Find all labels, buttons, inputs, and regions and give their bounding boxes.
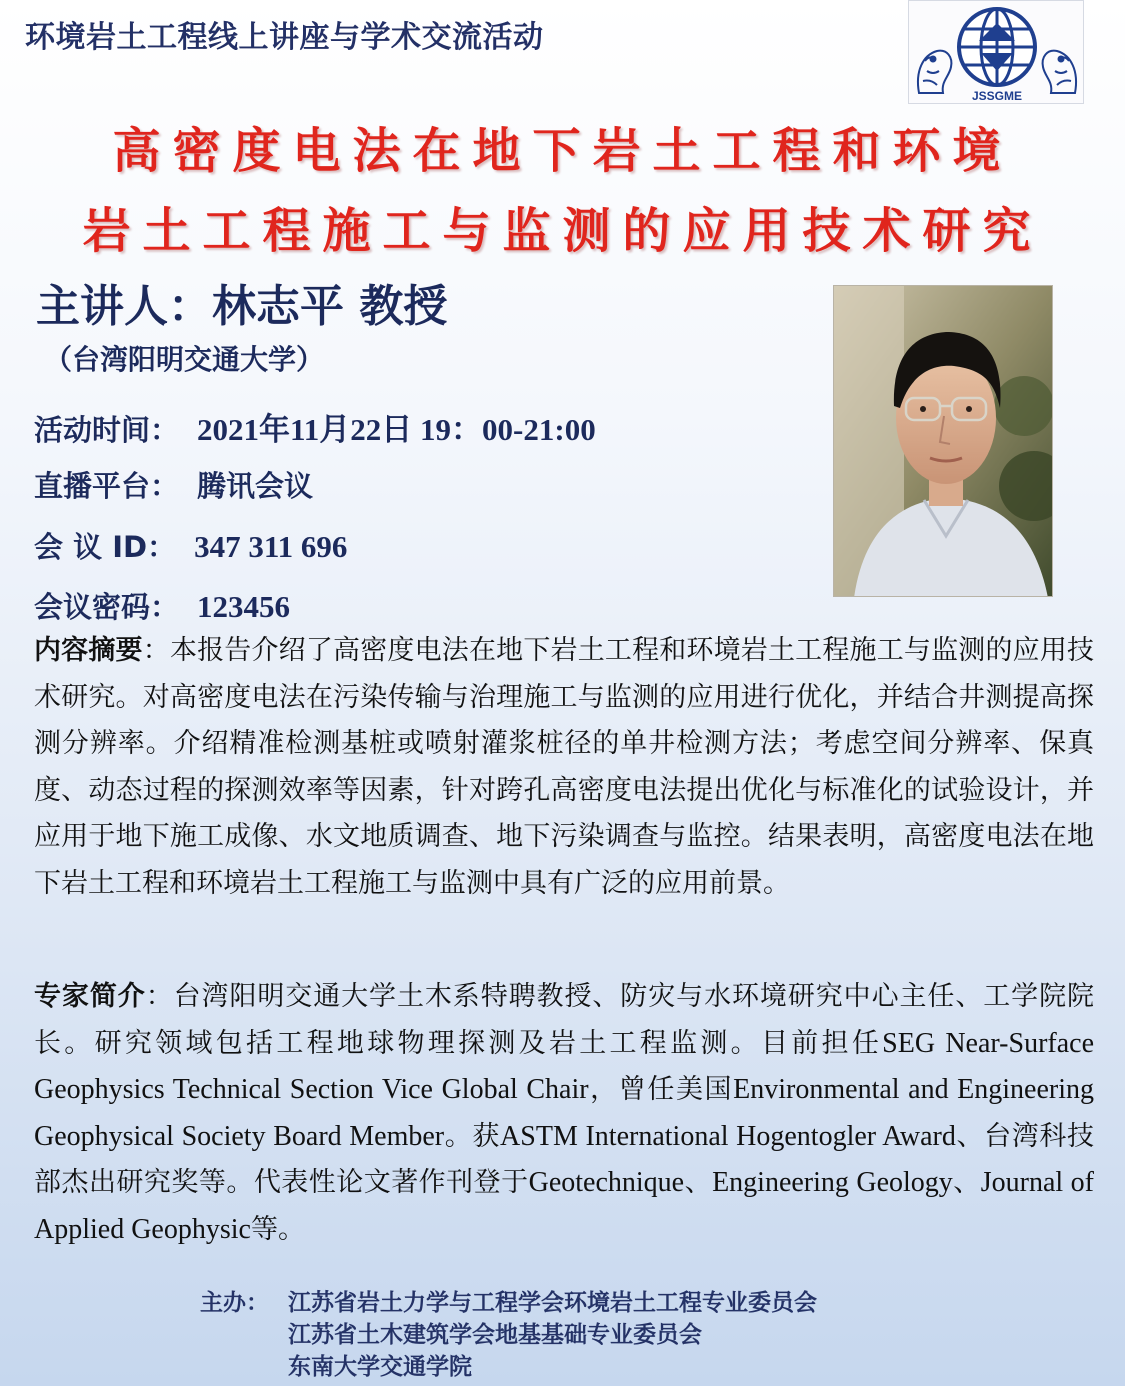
bio-seg-role: SEG Near-Surface Geophysics Technical Section Vice Global Chair <box>34 1027 1094 1105</box>
password-value: 123456 <box>197 589 291 624</box>
lion-right-icon <box>1043 51 1076 93</box>
abstract-colon: ： <box>142 635 170 666</box>
bio-text-3: 。获 <box>444 1120 501 1152</box>
jssgme-logo <box>908 0 1084 104</box>
bio-section <box>34 974 1094 1253</box>
platform-value: 腾讯会议 <box>197 469 314 503</box>
bio-text-7: 等。 <box>250 1213 305 1245</box>
bio-text-2: ，曾任美国 <box>588 1074 734 1105</box>
bio-text-5: 、 <box>684 1167 713 1198</box>
bio-text-1: 台湾阳明交通大学土木系特聘教授、防灾与水环境研究中心主任、工学院院长。研究领域包括工程地球物理探测及岩土工程监测。目前担任 <box>34 981 1095 1059</box>
bio-eegs-role: Environmental and Engineering Geophysical Society Board Member <box>34 1074 1095 1152</box>
bio-heading: 专家简介 <box>34 981 146 1012</box>
password-label: 会议密码： <box>34 590 180 624</box>
organizers-label: 主办： <box>200 1290 269 1316</box>
platform-row <box>34 464 313 505</box>
event-time-value: 2021年11月22日 19：00-21:00 <box>197 412 596 447</box>
speaker-line <box>36 270 447 334</box>
organizer-item: 江苏省土木建筑学会地基基础专业委员会 <box>288 1322 702 1348</box>
series-title: 环境岩土工程线上讲座与学术交流活动 <box>25 20 544 55</box>
abstract-section <box>34 628 1094 907</box>
abstract-text: 本报告介绍了高密度电法在地下岩土工程和环境岩土工程施工与监测的应用技术研究。对高密度电法在污染传输与治理施工与监测的应用进行优化，并结合井测提高探测分辨率。介绍精准检测基桩或喷射灌浆桩径的单井检测方法；考虑空间分辨率、保真度、动态过程的探测效率等因素，针对跨孔高密度电法提出优化与标准化的试验设计，并应用于地下施工成像、水文地质调查、地下污染调查与监控。结果表明，高密度电法在地下岩土工程和环境岩土工程施工与监测中具有广泛的应用前景。 <box>34 635 1095 899</box>
lecture-title-line-1: 高密度电法在地下岩土工程和环境 <box>112 123 1013 179</box>
platform-label: 直播平台： <box>34 469 180 503</box>
bio-journal-1: Geotechnique <box>528 1167 685 1198</box>
speaker-name: 林志平 教授 <box>212 281 448 332</box>
lion-left-icon <box>918 51 951 93</box>
speaker-affiliation: （台湾阳明交通大学） <box>44 343 325 376</box>
lecture-title-line-2: 岩土工程施工与监测的应用技术研究 <box>82 203 1043 259</box>
organizer-item: 东南大学交通学院 <box>288 1354 472 1380</box>
meeting-id-value: 347 311 696 <box>194 529 348 564</box>
speaker-photo <box>833 285 1053 597</box>
bio-journal-3: Journal of Applied Geophysic <box>34 1167 1095 1245</box>
meeting-id-row <box>34 525 347 566</box>
bio-colon: ： <box>145 981 174 1012</box>
bio-journal-2: Engineering Geology <box>712 1167 953 1198</box>
event-time-label: 活动时间： <box>34 413 180 447</box>
event-time-row <box>34 404 596 449</box>
organizers <box>200 1287 817 1383</box>
abstract-heading: 内容摘要 <box>34 635 143 666</box>
speaker-label: 主讲人： <box>36 281 212 332</box>
globe-icon <box>959 9 1035 85</box>
bio-text-4: 、台湾科技部杰出研究奖等。代表性论文著作刊登于 <box>34 1120 1094 1198</box>
logo-text: JSSGME <box>971 89 1023 103</box>
organizer-item: 江苏省岩土力学与工程学会环境岩土工程专业委员会 <box>288 1290 817 1316</box>
bio-astm-award: ASTM International Hogentogler Award <box>500 1120 956 1152</box>
bio-text-6: 、 <box>952 1167 981 1198</box>
password-row <box>34 585 290 626</box>
meeting-id-label: 会 议 ID： <box>34 530 177 564</box>
